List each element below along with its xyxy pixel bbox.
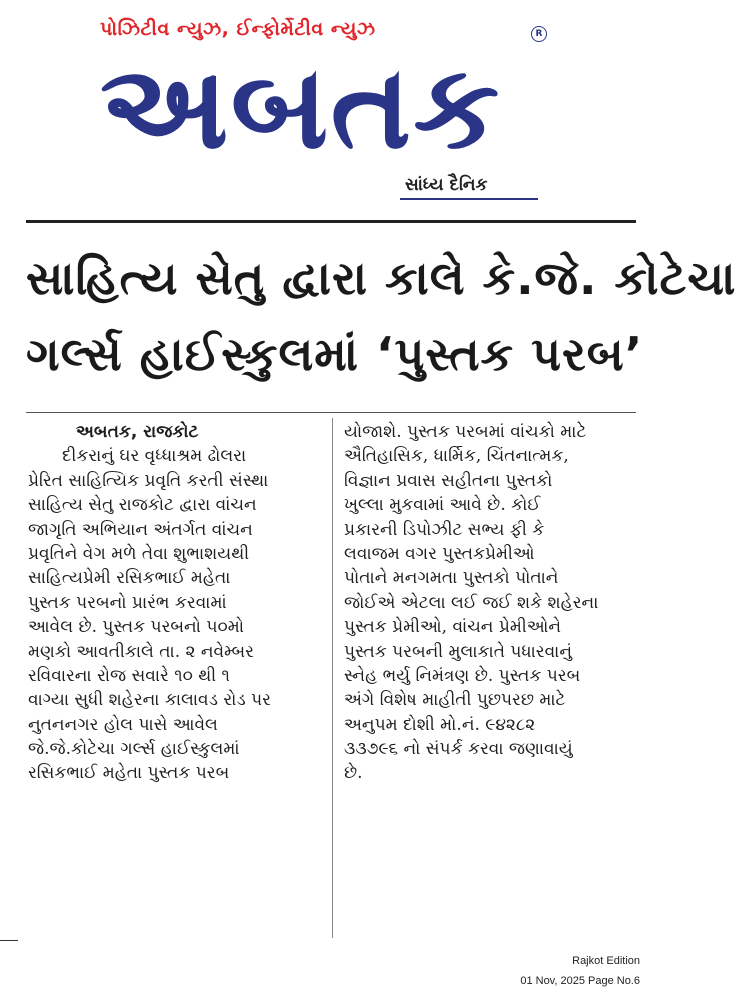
masthead-divider bbox=[26, 220, 636, 223]
article-line: પુસ્તક પરબની મુલાકાતે પધારવાનું bbox=[344, 641, 572, 662]
edition-underline bbox=[400, 198, 538, 200]
article-line: છે. bbox=[344, 763, 363, 784]
article-line: અનુપમ દોશી મો.નં. ૯૪૨૮૨ bbox=[344, 714, 536, 735]
article-line: સ્નેહ ભર્યુ નિમંત્રણ છે. પુસ્તક પરબ bbox=[344, 665, 581, 686]
article-line: પુસ્તક પ્રેમીઓ, વાંચન પ્રેમીઓને bbox=[344, 617, 562, 638]
article-line: દીકરાનું ઘર વૃધ્ધાશ્રમ ઢોલરા bbox=[62, 446, 247, 467]
article-line: નુતનનગર હોલ પાસે આવેલ bbox=[28, 714, 218, 735]
headline-line-2: ગર્લ્સ હાઈસ્કુલમાં ‘પુસ્તક પરબ’ bbox=[26, 327, 644, 381]
newspaper-logo: અબતક bbox=[100, 40, 502, 175]
article-line: રસિકભાઈ મહેતા પુસ્તક પરબ bbox=[28, 763, 230, 784]
article-line: પુસ્તક પરબનો પ્રારંભ કરવામાં bbox=[28, 592, 227, 613]
article-column-left bbox=[28, 420, 318, 786]
article-line: વિજ્ઞાન પ્રવાસ સહીતના પુસ્તકો bbox=[344, 470, 553, 491]
article-line: લવાજમ વગર પુસ્તકપ્રેમીઓ bbox=[344, 543, 535, 564]
article-line: સાહિત્યપ્રેમી રસિકભાઈ મહેતા bbox=[28, 568, 231, 589]
crop-mark bbox=[0, 940, 18, 941]
article-line: યોજાશે. પુસ્તક પરબમાં વાંચકો માટે bbox=[344, 422, 587, 442]
article-line: મણકો આવતીકાલે તા. ૨ નવેમ્બર bbox=[28, 641, 254, 662]
article-line: રવિવારના રોજ સવારે ૧૦ થી ૧ bbox=[28, 665, 230, 686]
article-dateline: અબતક, રાજકોટ bbox=[76, 422, 199, 442]
registered-mark-icon: R bbox=[531, 26, 547, 42]
article-line: જે.જે.કોટેચા ગર્લ્સ હાઈસ્કુલમાં bbox=[28, 739, 240, 760]
footer-edition: Rajkot Edition bbox=[572, 955, 640, 967]
article-line: પ્રવૃતિને વેગ મળે તેવા શુભાશયથી bbox=[28, 543, 250, 564]
headline-line-1: સાહિત્ય સેતુ દ્વારા કાલે કે.જે. કોટેચા bbox=[26, 251, 736, 305]
masthead bbox=[0, 0, 650, 210]
headline-divider bbox=[26, 412, 636, 413]
masthead-tagline: પોઝિટીવ ન્યુઝ, ઈન્ફોર્મેટીવ ન્યુઝ bbox=[100, 18, 376, 40]
article-column-right bbox=[344, 420, 634, 786]
article-line: પ્રકારની ડિપોઝીટ સભ્ય ફી કે bbox=[344, 519, 545, 540]
article-line: પોતાને મનગમતા પુસ્તકો પોતાને bbox=[344, 568, 559, 589]
article-line: આવેલ છે. પુસ્તક પરબનો ૫૦મો bbox=[28, 617, 244, 638]
article-line: જોઈએ એટલા લઈ જઈ શકે શહેરના bbox=[344, 592, 599, 613]
edition-type-label: સાંધ્ય દૈનિક bbox=[405, 175, 488, 195]
article-line: ખુલ્લા મુકવામાં આવે છે. કોઈ bbox=[344, 495, 541, 516]
footer-date-page: 01 Nov, 2025 Page No.6 bbox=[520, 975, 640, 987]
article-line: વાગ્યા સુધી શહેરના કાલાવડ રોડ પર bbox=[28, 690, 271, 711]
article-line: સાહિત્ય સેતુ રાજકોટ દ્વારા વાંચન bbox=[28, 495, 257, 516]
article-line: ૩૩૭૯૬ નો સંપર્ક કરવા જણાવાયું bbox=[344, 739, 573, 760]
article-line: ઐતિહાસિક, ધાર્મિક, ચિંતનાત્મક, bbox=[344, 446, 569, 467]
column-divider bbox=[332, 418, 333, 938]
article-line: જાગૃતિ અભિયાન અંતર્ગત વાંચન bbox=[28, 519, 253, 540]
article-line: પ્રેરિત સાહિત્યિક પ્રવૃતિ કરતી સંસ્થા bbox=[28, 470, 269, 491]
article-line: અંગે વિશેષ માહીતી પુછપરછ માટે bbox=[344, 690, 566, 711]
